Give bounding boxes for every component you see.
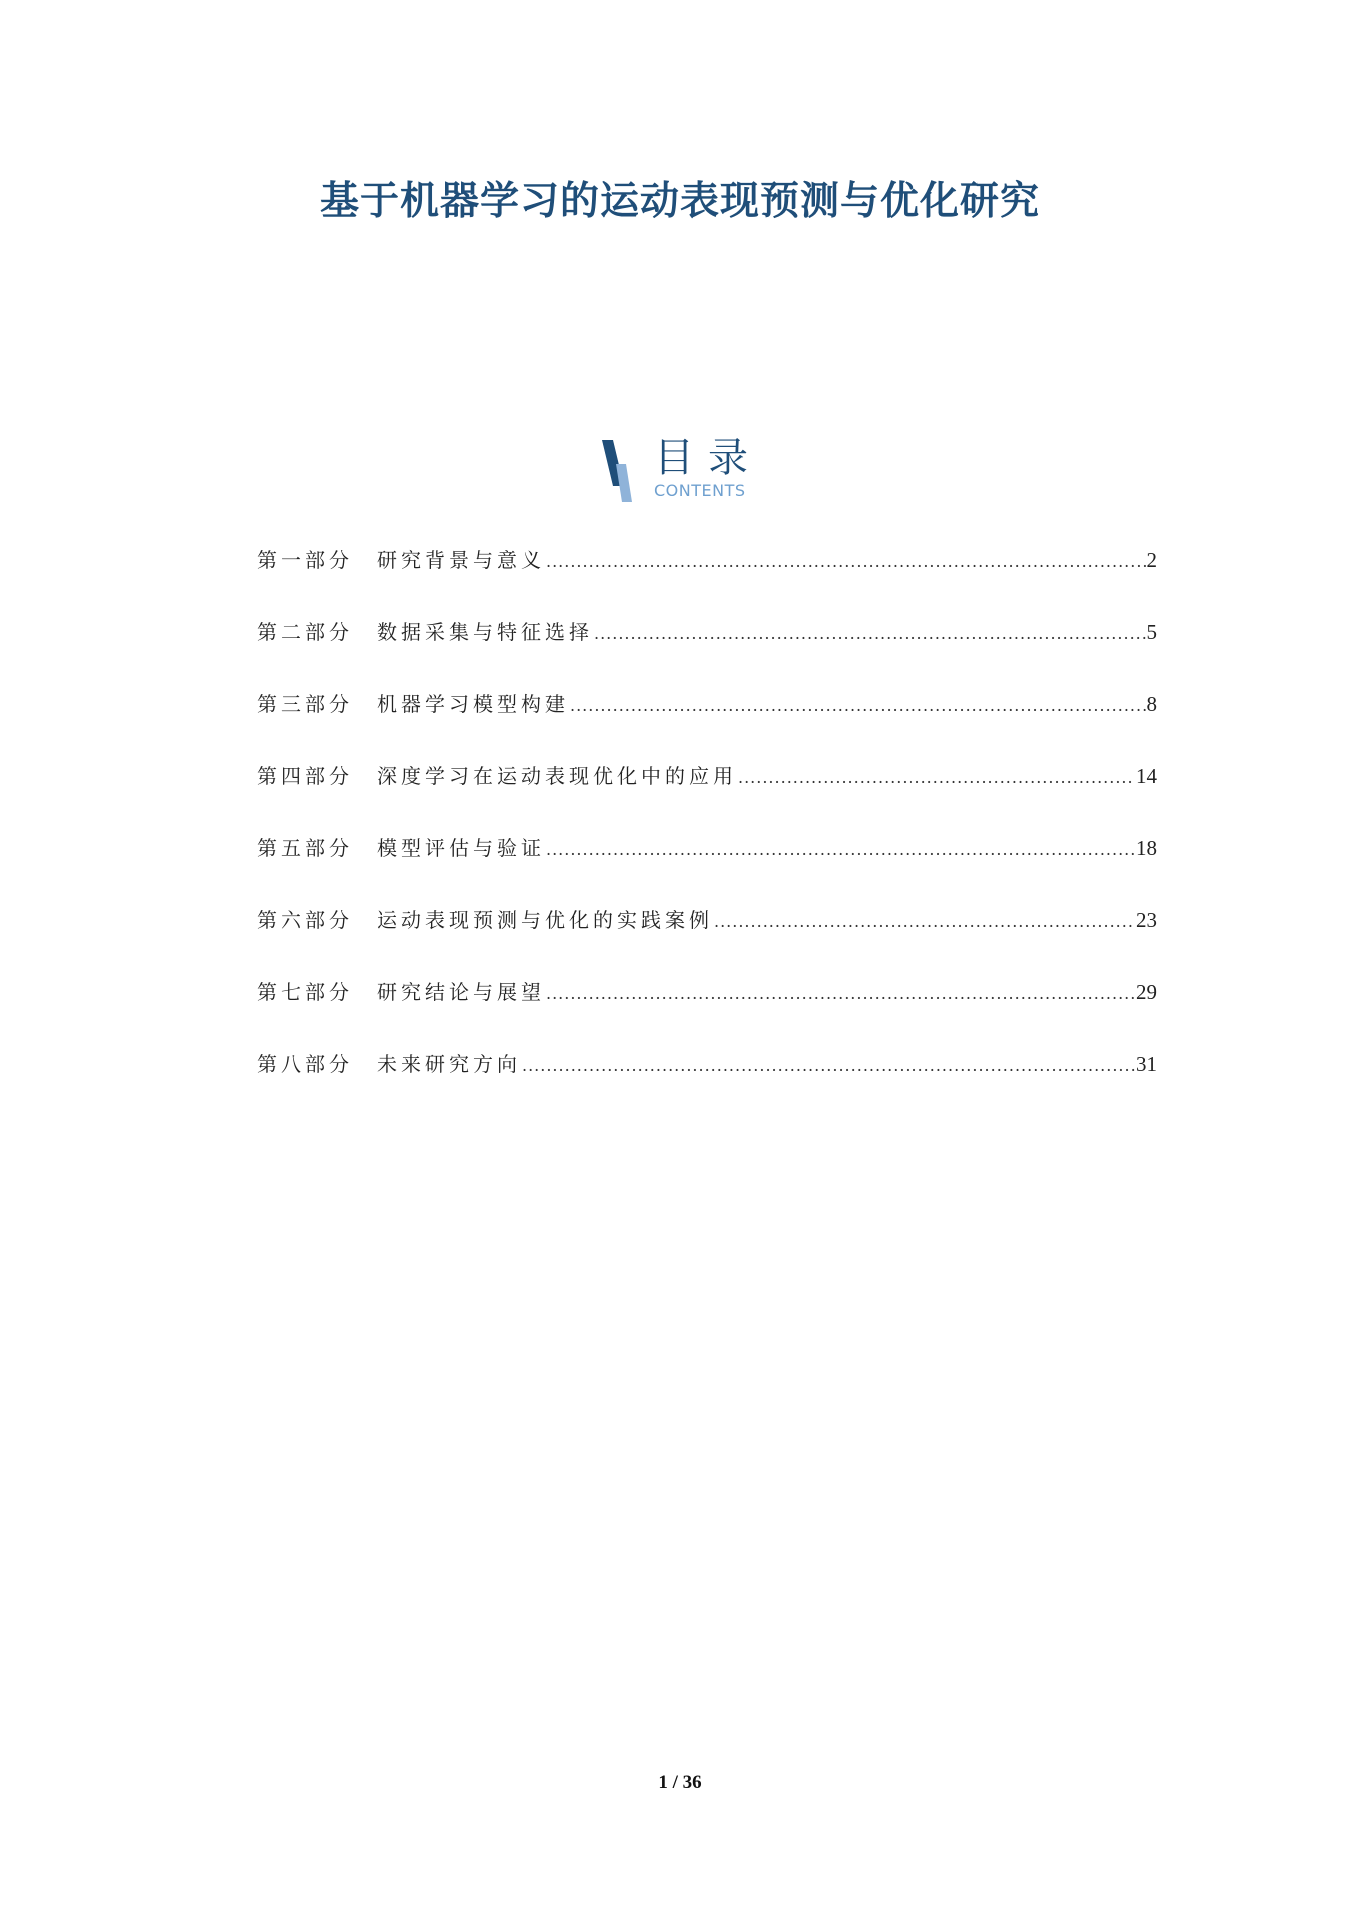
toc-dot-leader — [522, 1046, 1135, 1086]
toc-entry-5[interactable] — [257, 828, 1157, 900]
toc-entry-title: 研究结论与展望 — [377, 980, 545, 1004]
toc-entry-title: 机器学习模型构建 — [377, 692, 569, 716]
toc-entry-part: 第三部分 — [257, 692, 353, 716]
toc-entry-part: 第一部分 — [257, 548, 353, 572]
toc-header — [602, 436, 782, 506]
toc-entry-page: 31 — [1136, 1052, 1157, 1076]
toc-entry-part: 第七部分 — [257, 980, 353, 1004]
toc-entry-page: 14 — [1136, 764, 1157, 788]
toc-entry-6[interactable] — [257, 900, 1157, 972]
toc-dot-leader — [738, 758, 1135, 798]
toc-entry-part: 第八部分 — [257, 1052, 353, 1076]
toc-entry-part: 第四部分 — [257, 764, 353, 788]
toc-entry-page: 29 — [1136, 980, 1157, 1004]
toc-dot-leader — [714, 902, 1135, 942]
toc-entry-part: 第六部分 — [257, 908, 353, 932]
toc-entry-part: 第二部分 — [257, 620, 353, 644]
toc-entry-title: 未来研究方向 — [377, 1052, 521, 1076]
toc-entry-title: 模型评估与验证 — [377, 836, 545, 860]
toc-heading: 目录 — [654, 435, 762, 481]
toc-dot-leader — [570, 686, 1146, 726]
toc-entry-8[interactable] — [257, 1044, 1157, 1116]
toc-entry-page: 5 — [1146, 620, 1157, 644]
toc-entry-page: 8 — [1146, 692, 1157, 716]
toc-entry-2[interactable] — [257, 612, 1157, 684]
toc-dot-leader — [546, 974, 1135, 1014]
toc-dot-leader — [546, 830, 1135, 870]
toc-entry-page: 18 — [1136, 836, 1157, 860]
toc-list — [257, 540, 1157, 1116]
toc-entry-title: 数据采集与特征选择 — [377, 620, 593, 644]
toc-entry-3[interactable] — [257, 684, 1157, 756]
toc-entry-page: 2 — [1146, 548, 1157, 572]
toc-entry-7[interactable] — [257, 972, 1157, 1044]
toc-logo-icon — [602, 440, 642, 502]
toc-entry-page: 23 — [1136, 908, 1157, 932]
toc-entry-title: 研究背景与意义 — [377, 548, 545, 572]
toc-subheading: CONTENTS — [654, 481, 746, 500]
page-indicator: 1 / 36 — [658, 1772, 702, 1793]
toc-dot-leader — [546, 542, 1146, 582]
toc-entry-4[interactable] — [257, 756, 1157, 828]
toc-entry-1[interactable] — [257, 540, 1157, 612]
toc-entry-part: 第五部分 — [257, 836, 353, 860]
toc-entry-title: 运动表现预测与优化的实践案例 — [377, 908, 713, 932]
document-title: 基于机器学习的运动表现预测与优化研究 — [319, 179, 1040, 224]
toc-entry-title: 深度学习在运动表现优化中的应用 — [377, 764, 737, 788]
toc-dot-leader — [594, 614, 1146, 654]
